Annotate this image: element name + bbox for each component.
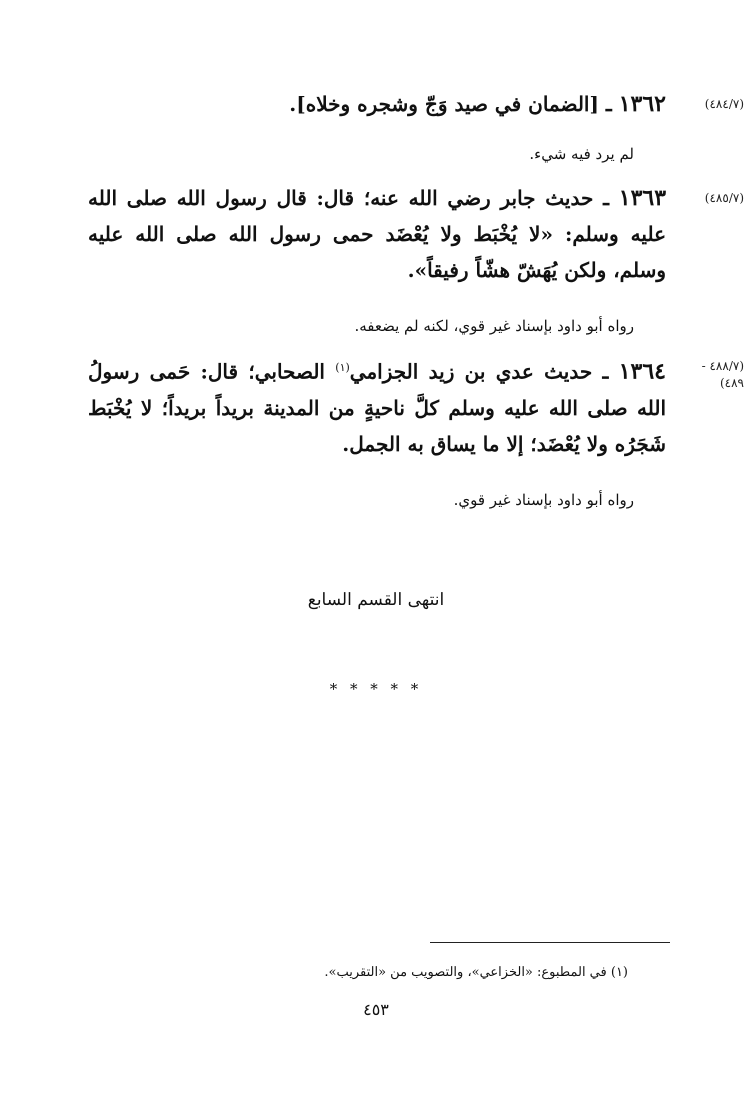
hadith-number: ١٣٦٤ [618,358,666,385]
hadith-note: رواه أبو داود بإسناد غير قوي، لكنه لم يضعفه. [354,317,634,335]
dash: ـ [592,359,609,384]
hadith-note: رواه أبو داود بإسناد غير قوي. [453,491,634,509]
dash: ـ [593,186,609,210]
page-number: ٤٥٣ [363,1000,389,1019]
hadith-1364 [88,350,666,462]
section-end-title: انتهى القسم السابع [307,590,445,610]
footnote-marker: (١) [335,361,350,374]
ref-line: (٤٨٨/٧ - [701,359,744,373]
dash: ـ [598,92,612,116]
ref-line: ٤٨٩) [719,376,744,390]
separator-stars: * * * * * [329,680,423,698]
footnote: (١) في المطبوع: «الخزاعي»، والتصويب من «التقريب». [324,965,628,980]
hadith-note: لم يرد فيه شيء. [529,145,634,163]
hadith-text: الصحابي؛ قال: حَمى رسولُ الله صلى الله عليه وسلم كلَّ ناحيةٍ من المدينة بريداً بريداً؛ لا يُخْبَط شَجَرُه ولا يُعْضَد؛ إلا ما يساق به الجمل. [88,359,666,456]
hadith-1362 [88,86,666,122]
hadith-number: ١٣٦٢ [618,91,666,117]
hadith-text: حديث عدي بن زيد الجزامي [349,359,593,384]
hadith-text: حديث جابر رضي الله عنه؛ قال: قال رسول الله صلى الله عليه وسلم: «لا يُخْبَط ولا يُعْضَد حمى رسول الله صلى الله عليه وسلم، ولكن يُهَشّ هشّاً رفيقاً». [88,186,666,282]
hadith-title: [الضمان في صيد وَجّ وشجره وخلاه]. [289,92,599,116]
volume-page-ref: (٤٨٥/٧) [704,191,744,205]
volume-page-ref [682,358,744,392]
volume-page-ref: (٤٨٤/٧) [704,97,744,111]
hadith-number: ١٣٦٣ [618,185,667,211]
footnote-divider [430,942,670,943]
hadith-1363 [88,180,666,288]
